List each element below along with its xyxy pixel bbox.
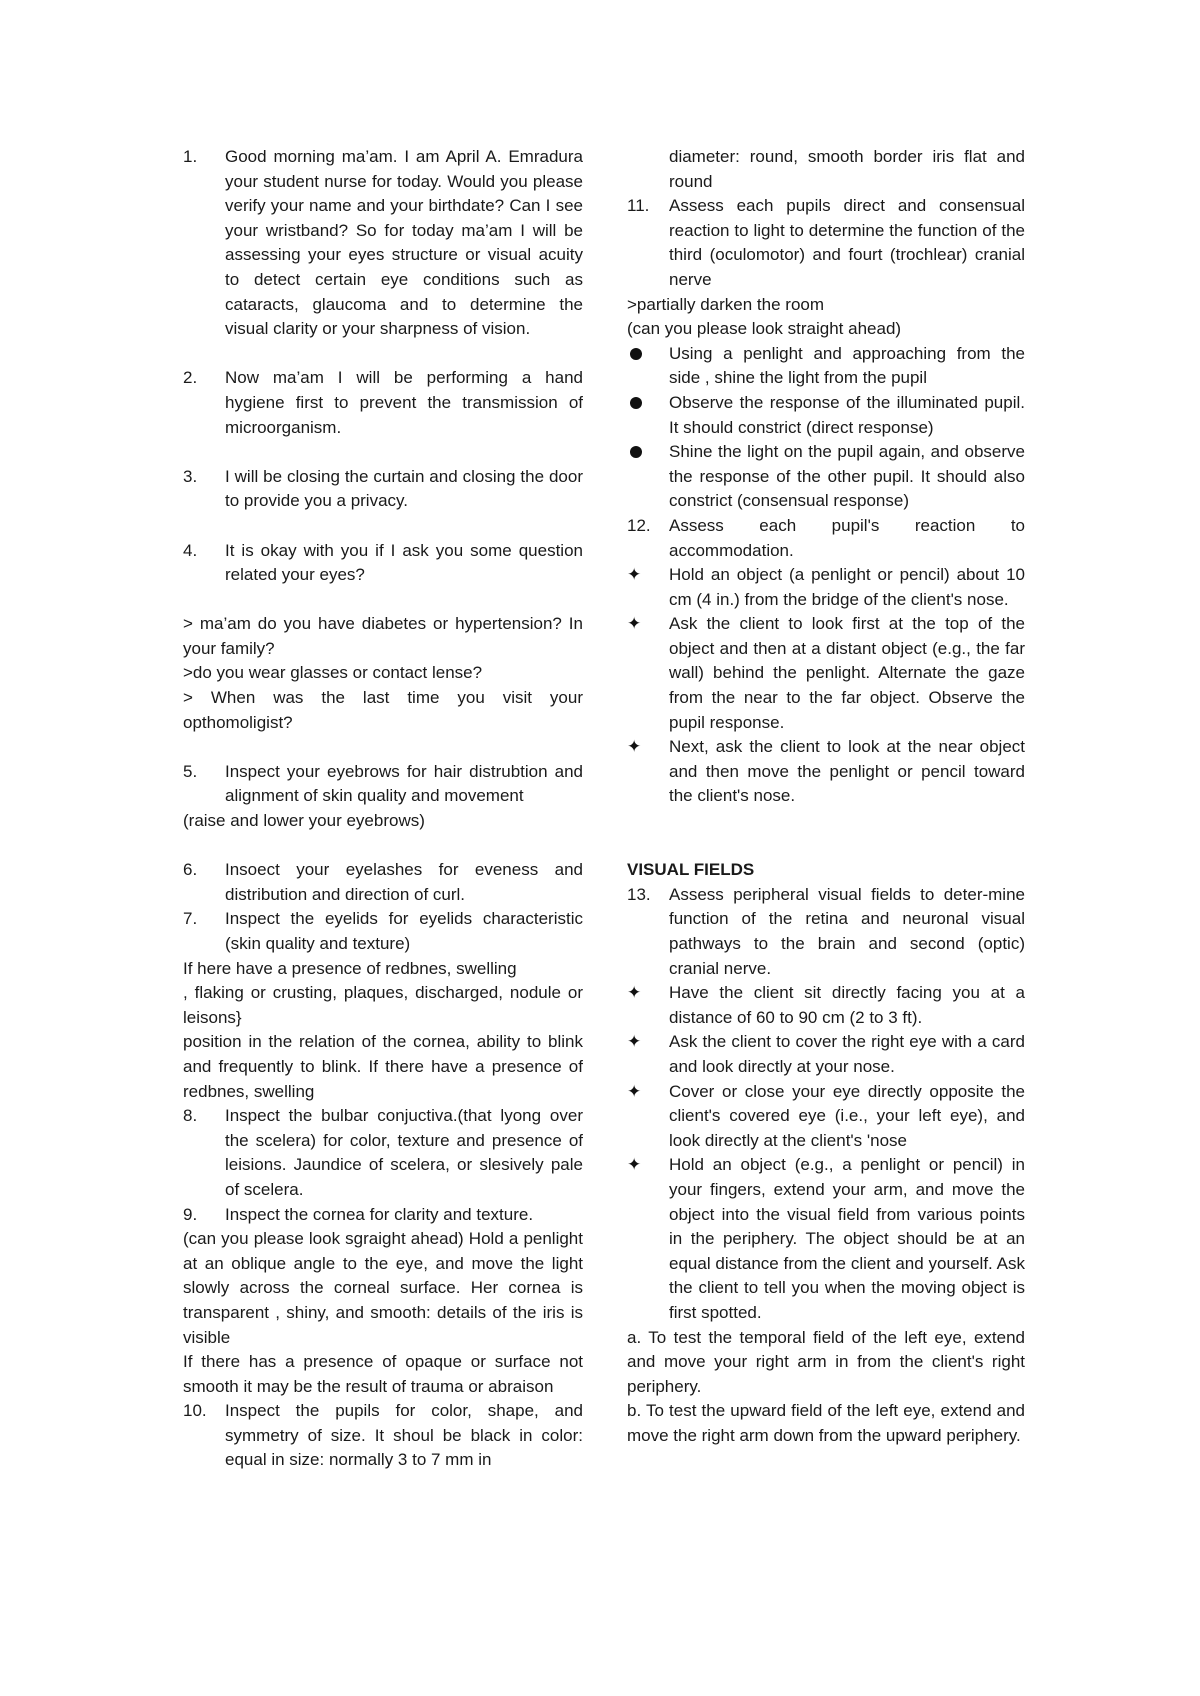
- item-number: 11.: [627, 196, 650, 216]
- bullet-item: [627, 342, 1025, 391]
- list-item: [183, 465, 583, 514]
- note-paragraph: If there has a presence of opaque or surface not smooth it may be the result of trauma or abraison: [183, 1352, 583, 1396]
- item-text: It is okay with you if I ask you some question related your eyes?: [225, 540, 583, 585]
- item-continuation: diameter: round, smooth border iris flat and round: [669, 147, 1025, 191]
- bullet-item: [627, 735, 1025, 809]
- star-bullet-icon: ✦: [627, 1155, 642, 1175]
- bullet-text: Ask the client to cover the right eye with a card and look directly at your nose.: [669, 1032, 1025, 1076]
- item-text: Inspect the bulbar conjuctiva.(that lyong over the scelera) for color, texture and presence of leisions. Jaundice of scelera, or slesively pale of scelera.: [225, 1106, 583, 1199]
- item-number: 13.: [627, 884, 651, 904]
- item-text: Assess peripheral visual fields to deter-mine function of the retina and neuronal visual pathways to the brain and second (optic) cranial nerve.: [669, 884, 1025, 978]
- item-text: Assess each pupil's reaction to accommodation.: [669, 515, 1025, 560]
- item-text: Inspect the cornea for clarity and texture.: [225, 1204, 534, 1224]
- bullet-text: Have the client sit directly facing you at a distance of 60 to 90 cm (2 to 3 ft).: [669, 983, 1025, 1027]
- bullet-item: [627, 612, 1025, 735]
- section-heading: VISUAL FIELDS: [627, 860, 755, 880]
- star-bullet-icon: ✦: [627, 983, 642, 1003]
- star-bullet-icon: ✦: [627, 1081, 642, 1101]
- item-number: 7.: [183, 909, 198, 929]
- question-line: > ma’am do you have diabetes or hypertension? In your family?: [183, 614, 583, 658]
- item-number: 1.: [183, 147, 198, 166]
- item-number: 10.: [183, 1401, 207, 1421]
- list-item: [627, 883, 1025, 981]
- bullet-dot-icon: [630, 397, 642, 409]
- star-bullet-icon: ✦: [627, 737, 642, 757]
- star-bullet-icon: ✦: [627, 614, 642, 634]
- item-number: 5.: [183, 761, 198, 781]
- question-line: >do you wear glasses or contact lense?: [183, 663, 483, 683]
- item-text: Inspect the eyelids for eyelids characteristic (skin quality and texture): [225, 909, 583, 953]
- list-item: [183, 539, 583, 588]
- list-item: [627, 514, 1025, 563]
- bullet-dot-icon: [630, 348, 642, 360]
- left-column: [183, 145, 583, 1473]
- note-line: (raise and lower your eyebrows): [183, 811, 425, 831]
- bullet-item: [627, 1030, 1025, 1079]
- sub-step: b. To test the upward field of the left eye, extend and move the right arm down from the upward periphery.: [627, 1401, 1025, 1445]
- bullet-item: [627, 563, 1025, 612]
- sub-step: a. To test the temporal field of the left eye, extend and move your right arm in from the client's right periphery.: [627, 1327, 1025, 1396]
- list-item: [183, 1399, 583, 1473]
- item-number: 2.: [183, 368, 198, 388]
- bullet-dot-icon: [630, 446, 642, 458]
- list-item: [183, 1203, 583, 1228]
- item-text: Now ma’am I will be performing a hand hygiene first to prevent the transmission of microorganism.: [225, 368, 583, 437]
- item-text: I will be closing the curtain and closing the door to provide you a privacy.: [225, 466, 583, 511]
- bullet-text: Observe the response of the illuminated pupil. It should constrict (direct response): [669, 392, 1025, 437]
- item-number: 6.: [183, 860, 198, 880]
- note-paragraph: position in the relation of the cornea, ability to blink and frequently to blink. If there have a presence of redbnes, swelling: [183, 1032, 583, 1101]
- item-text: Inspect your eyebrows for hair distrubtion and alignment of skin quality and movement: [225, 761, 583, 806]
- item-text: Assess each pupils direct and consensual reaction to light to determine the function of the third (oculomotor) and fourt (trochlear) cranial nerve: [669, 196, 1025, 289]
- item-number: 9.: [183, 1204, 198, 1224]
- item-number: 4.: [183, 540, 198, 560]
- bullet-text: Hold an object (a penlight or pencil) about 10 cm (4 in.) from the bridge of the client's nose.: [669, 565, 1025, 609]
- item-number: 12.: [627, 515, 651, 535]
- item-text: Good morning ma’am. I am April A. Emradura your student nurse for today. Would you please verify your name and your birthdate? Can I see your wristband? So for today ma’am I will be assessing your eyes structure or visual acuity to detect certain eye conditions such as cataracts, glaucoma and to determine the visual clarity or your sharpness of vision.: [225, 147, 583, 339]
- item-number: 3.: [183, 466, 198, 486]
- bullet-text: Using a penlight and approaching from the side , shine the light from the pupil: [669, 343, 1025, 388]
- right-column: [627, 145, 1025, 1448]
- list-item: [627, 194, 1025, 292]
- question-line: > When was the last time you visit your opthomoligist?: [183, 688, 583, 732]
- bullet-item: [627, 981, 1025, 1030]
- list-item: [183, 760, 583, 809]
- list-item: [183, 907, 583, 956]
- bullet-text: Cover or close your eye directly opposite the client's covered eye (i.e., your left eye), and look directly at the client's 'nose: [669, 1081, 1025, 1150]
- item-text: Insoect your eyelashes for eveness and distribution and direction of curl.: [225, 860, 583, 904]
- bullet-item: [627, 1080, 1025, 1154]
- list-item: [183, 858, 583, 907]
- note-line: , flaking or crusting, plaques, discharged, nodule or leisons}: [183, 983, 583, 1027]
- item-text: Inspect the pupils for color, shape, and symmetry of size. It shoul be black in color: equal in size: normally 3 to 7 mm in: [225, 1401, 583, 1470]
- bullet-item: [627, 440, 1025, 514]
- list-item: [183, 1104, 583, 1202]
- item-number: 8.: [183, 1106, 198, 1126]
- list-item: [183, 145, 583, 342]
- list-item: [183, 366, 583, 440]
- bullet-text: Ask the client to look first at the top of the object and then at a distant object (e.g., the far wall) behind the penlight. Alternate the gaze from the near to the far object. Observe the pupil response.: [669, 614, 1025, 732]
- bullet-item: [627, 391, 1025, 440]
- bullet-item: [627, 1153, 1025, 1325]
- bullet-text: Hold an object (e.g., a penlight or pencil) in your fingers, extend your arm, and move the object into the visual field from various points in the periphery. The object should be at an equal distance from the client and yourself. Ask the client to tell you when the moving object is first spotted.: [669, 1155, 1025, 1322]
- note-line: (can you please look straight ahead): [627, 319, 902, 339]
- note-line: >partially darken the room: [627, 294, 825, 314]
- bullet-text: Shine the light on the pupil again, and observe the response of the other pupil. It should also constrict (consensual response): [669, 442, 1025, 511]
- star-bullet-icon: ✦: [627, 1032, 642, 1052]
- note-line: If here have a presence of redbnes, swelling: [183, 958, 517, 978]
- star-bullet-icon: ✦: [627, 565, 642, 585]
- note-paragraph: (can you please look sgraight ahead) Hold a penlight at an oblique angle to the eye, and move the light slowly across the corneal surface. Her cornea is transparent , shiny, and smooth: details of the iris is visible: [183, 1229, 583, 1347]
- bullet-text: Next, ask the client to look at the near object and then move the penlight or pencil toward the client's nose.: [669, 737, 1025, 806]
